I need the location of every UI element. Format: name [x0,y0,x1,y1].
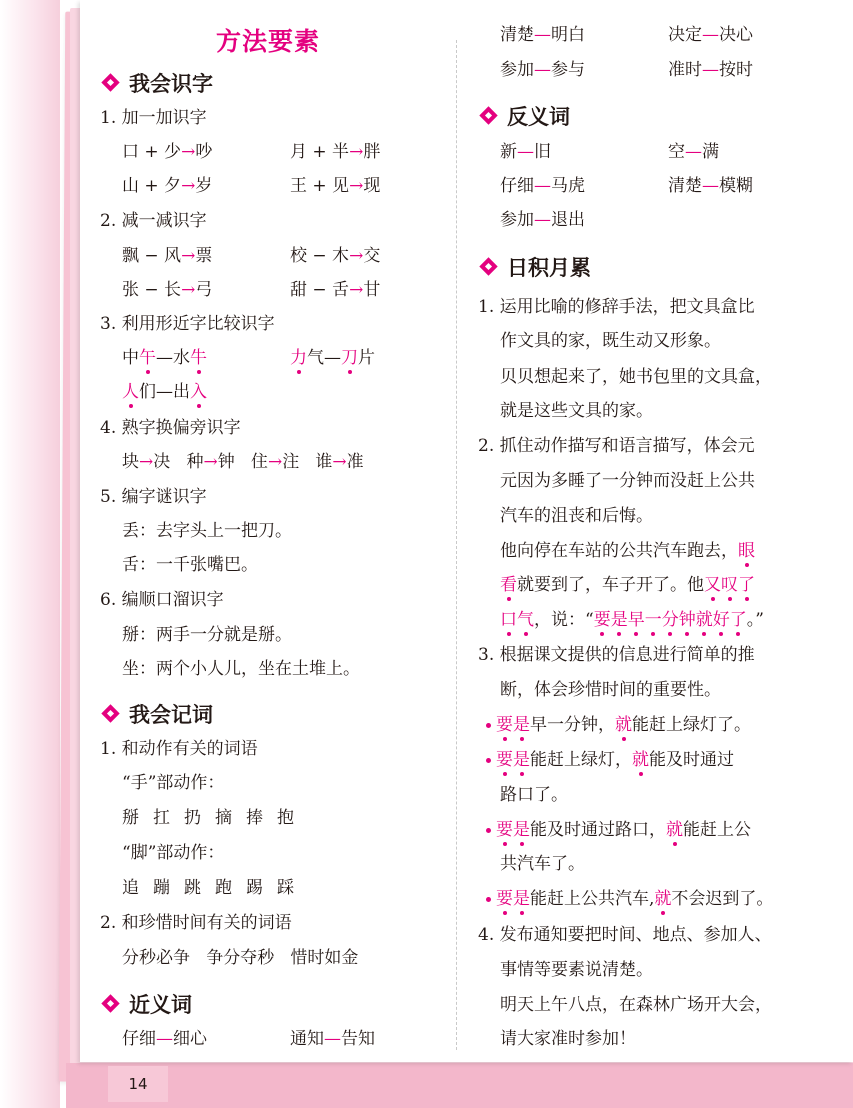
char-formula [122,244,212,268]
char-pair [122,380,207,404]
section-heading-antonyms [480,101,570,131]
highlight-text: — [534,176,551,196]
bullet-icon [486,758,491,763]
highlight-text: — [517,142,534,162]
emphasis-char: 午 [139,348,156,368]
accumulation-line: 断，体会珍惜时间的重要性。 [500,680,721,700]
text-segment: 清楚 [500,25,534,45]
accumulation-line: 事情等要素说清楚。 [500,960,653,980]
emphasis-char: 就 [666,820,683,840]
text-segment: 吵 [195,142,213,162]
riddle-line: 丢：去字头上一把刀。 [122,521,292,541]
accumulation-line: 元因为多睡了一分钟而没赶上公共 [500,471,755,491]
emphasis-char: 力 [290,348,307,368]
text-segment: 注 谁 [282,452,333,472]
emphasis-char: 要 [496,715,513,735]
text-segment: 退出 [551,210,585,230]
highlight-text: → [349,280,364,300]
highlight-text: — [534,60,551,80]
antonym-pair [668,140,719,164]
char-formula [290,174,380,198]
diamond-icon [480,258,498,276]
emphasis-char: 是 [513,750,530,770]
antonym-pair [500,140,551,164]
synonym-pair [668,58,753,82]
highlight-text: — [685,142,702,162]
accumulation-line: 就是这些文具的家。 [500,401,653,421]
accumulation-line [500,608,764,632]
word-category-label: “手”部动作： [122,773,225,793]
highlight-text: → [349,176,364,196]
text-segment: 参与 [551,60,585,80]
emphasis-char: 钟 [678,610,696,630]
highlight-text: → [332,452,347,472]
highlight-text: → [267,452,283,472]
text-segment: 模糊 [719,176,753,196]
highlight-text: → [181,176,196,196]
emphasis-char: 分 [661,610,679,630]
char-swap-row [122,450,364,474]
char-formula [122,278,212,302]
emphasis-char: 要 [496,750,513,770]
bullet-icon [486,723,491,728]
method-title: 1. 加一加识字 [100,108,207,128]
rhyme-line: 坐：两个小人儿，坐在土堆上。 [122,659,360,679]
accumulation-line: 贝贝想起来了，她书包里的文具盒， [500,367,772,387]
highlight-text: — [702,25,719,45]
page-number: 14 [108,1066,168,1102]
emphasis-char: 是 [513,889,530,909]
antonym-pair [500,208,585,232]
bullet-text [496,750,734,770]
diamond-icon [102,74,120,92]
text-segment: 校 − 木 [290,246,350,266]
accumulation-line [500,573,755,597]
text-segment: 旧 [534,142,551,162]
text-segment: 岁 [195,176,213,196]
emphasis-char: 入 [190,382,207,402]
char-formula [122,174,212,198]
section-heading-label: 近义词 [129,993,192,1017]
accumulation-line: 作文具的家，既生动又形象。 [500,331,721,351]
text-segment: 能赶上绿灯， [530,750,632,770]
text-segment: 能赶上公共汽车, [530,889,655,909]
text-segment: 仔细 [500,176,534,196]
emphasis-char: 口 [500,610,517,630]
text-segment: 甜 − 舌 [290,280,350,300]
text-segment: 新 [500,142,517,162]
diamond-icon [480,107,498,125]
text-segment: 决定 [668,25,702,45]
book-bottom-edge [66,1063,853,1108]
highlight-text: — [324,1029,341,1049]
text-segment: 能赶上公 [683,820,751,840]
char-pair [290,346,375,370]
section-heading-label: 我会记词 [129,703,213,727]
diamond-icon [102,705,120,723]
method-title: 2. 减一减识字 [100,211,207,231]
highlight-text: — [156,1029,173,1049]
text-segment: 参加 [500,60,534,80]
synonym-pair [500,58,585,82]
method-title: 4. 熟字换偏旁识字 [100,418,241,438]
text-segment: —水 [156,348,190,368]
page-background [0,0,60,1108]
accumulation-item: 1. 运用比喻的修辞手法，把文具盒比 [478,297,755,317]
text-segment: 通知 [290,1029,324,1049]
word-list: 掰扛扔摘捧抱 [122,808,308,828]
rhyme-line: 掰：两手一分就是掰。 [122,625,292,645]
emphasis-char: 又 [704,575,721,595]
accumulation-line: 路口了。 [500,785,568,805]
text-segment: 气— [307,348,341,368]
text-segment: 王 + 见 [290,176,350,196]
highlight-text: → [203,452,218,472]
char-formula [290,244,380,268]
section-heading-accumulation [480,252,591,282]
text-segment: 决心 [719,25,753,45]
accumulation-line [500,539,755,563]
text-segment: 他向停在车站的公共汽车跑去， [500,541,738,561]
synonym-pair [668,23,753,47]
emphasis-char: 是 [610,610,628,630]
emphasis-char: 眼 [738,541,755,561]
text-segment: 能赶上绿灯了。 [632,715,751,735]
text-segment: 钟 住 [217,452,268,472]
text-segment: 马虎 [551,176,585,196]
char-formula [290,140,380,164]
accumulation-line: 明天上午八点，在森林广场开大会， [500,995,772,1015]
text-segment: 中 [122,348,139,368]
char-formula [122,140,212,164]
emphasis-char: 是 [513,820,530,840]
text-segment: 决 种 [153,452,204,472]
bullet-line [486,887,773,911]
emphasis-char: 就 [654,889,672,909]
bullet-icon [486,828,491,833]
bullet-text [496,820,751,840]
highlight-text: — [534,25,551,45]
section-heading-label: 反义词 [507,105,570,129]
section-heading-label: 我会识字 [129,72,213,96]
text-segment: 仔细 [122,1029,156,1049]
emphasis-char: 人 [122,382,139,402]
section-heading-remember-words [102,699,213,729]
text-segment: 空 [668,142,685,162]
text-segment: 。” [746,610,764,630]
emphasis-char: 牛 [190,348,207,368]
text-segment: 能及时通过 [649,750,734,770]
word-group-title: 1. 和动作有关的词语 [100,739,258,759]
diamond-icon [102,995,120,1013]
accumulation-line: 请大家准时参加！ [500,1029,636,1049]
accumulation-item: 4. 发布通知要把时间、地点、参加人、 [478,925,772,945]
text-segment: 能及时通过路口， [530,820,666,840]
accumulation-line: 共汽车了。 [500,854,585,874]
antonym-pair [668,174,753,198]
char-formula [290,278,380,302]
method-title: 6. 编顺口溜识字 [100,590,224,610]
highlight-text: → [139,452,154,472]
text-segment: 就要到了，车子开了。他 [517,575,704,595]
bullet-text [496,889,773,909]
page-title: 方法要素 [216,27,321,56]
emphasis-char: 看 [500,575,517,595]
method-title: 3. 利用形近字比较识字 [100,314,275,334]
highlight-text: → [181,280,196,300]
bullet-text [496,715,751,735]
text-segment: 甘 [363,280,381,300]
bullet-line [486,748,734,772]
emphasis-char: 就 [615,715,632,735]
synonym-pair [122,1027,207,1051]
accumulation-item: 2. 抓住动作描写和语言描写，体会元 [478,436,755,456]
text-segment: 不会迟到了。 [671,889,774,909]
emphasis-char: 叹 [721,575,738,595]
text-segment: 票 [195,246,213,266]
section-heading-recognize-chars [102,68,213,98]
emphasis-char: 好 [712,610,730,630]
text-segment: 月 + 半 [290,142,350,162]
text-segment: 山 + 夕 [122,176,182,196]
word-category-label: “脚”部动作： [122,843,225,863]
text-segment: 参加 [500,210,534,230]
antonym-pair [500,174,585,198]
bullet-line [486,713,751,737]
highlight-text: → [181,246,196,266]
text-segment: ，说：“ [534,610,594,630]
bullet-line [486,818,751,842]
text-segment: 告知 [341,1029,375,1049]
word-list: 分秒必争 争分夺秒 惜时如金 [122,948,359,968]
text-segment: 弓 [195,280,213,300]
accumulation-line: 汽车的沮丧和后悔。 [500,506,653,526]
synonym-pair [290,1027,375,1051]
char-pair [122,346,207,370]
text-segment: 口 + 少 [122,142,182,162]
word-group-title: 2. 和珍惜时间有关的词语 [100,913,292,933]
emphasis-char: 了 [738,575,755,595]
text-segment: 准时 [668,60,702,80]
emphasis-char: 要 [593,610,611,630]
emphasis-char: 就 [695,610,713,630]
text-segment: 清楚 [668,176,702,196]
method-title: 5. 编字谜识字 [100,487,207,507]
emphasis-char: 一 [644,610,662,630]
highlight-text: — [702,60,719,80]
emphasis-char: 要 [496,889,513,909]
emphasis-char: 了 [729,610,747,630]
highlight-text: — [534,210,551,230]
emphasis-char: 就 [632,750,649,770]
section-heading-label: 日积月累 [507,256,591,280]
emphasis-char: 早 [627,610,645,630]
highlight-text: → [349,142,364,162]
emphasis-char: 刀 [341,348,358,368]
text-segment: 交 [363,246,381,266]
section-heading-synonyms [102,989,192,1019]
highlight-text: — [702,176,719,196]
text-segment: 胖 [363,142,381,162]
text-segment: 按时 [719,60,753,80]
emphasis-char: 要 [496,820,513,840]
column-divider [456,40,457,1050]
text-segment: 明白 [551,25,585,45]
bullet-icon [486,897,491,902]
text-segment: 细心 [173,1029,207,1049]
text-segment: 准 [346,452,364,472]
text-segment: 飘 − 风 [122,246,182,266]
accumulation-item: 3. 根据课文提供的信息进行简单的推 [478,645,755,665]
emphasis-char: 气 [517,610,534,630]
riddle-line: 舌：一千张嘴巴。 [122,555,258,575]
synonym-pair [500,23,585,47]
text-segment: 块 [122,452,139,472]
highlight-text: → [349,246,364,266]
emphasis-char: 是 [513,715,530,735]
text-segment: 片 [358,348,375,368]
highlight-text: → [181,142,196,162]
text-segment: 满 [702,142,719,162]
word-list: 追蹦跳跑踢踩 [122,878,308,898]
text-segment: 们—出 [139,382,190,402]
text-segment: 早一分钟， [530,715,615,735]
text-segment: 现 [363,176,381,196]
text-segment: 张 − 长 [122,280,182,300]
